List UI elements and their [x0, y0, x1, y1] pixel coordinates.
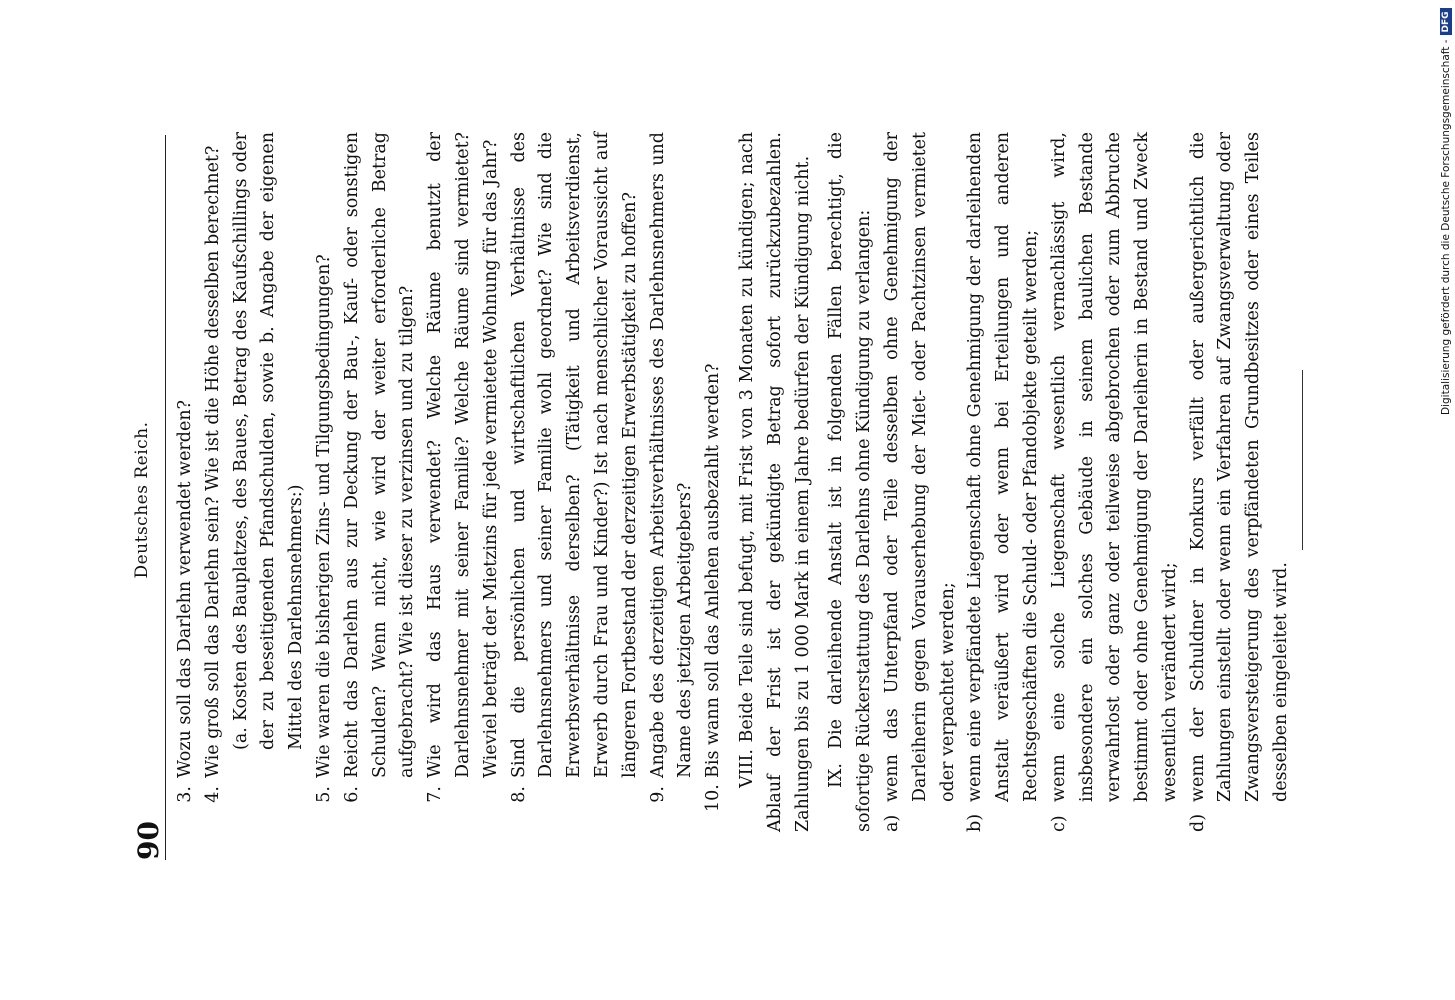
- list-item: [172, 132, 200, 812]
- dfg-logo: DFG: [1440, 8, 1452, 35]
- list-item: [422, 132, 505, 812]
- section-ix-item: [1185, 132, 1296, 832]
- section-ix-item: [962, 132, 1045, 832]
- list-item-note: [228, 132, 311, 812]
- item-number: 8.: [508, 786, 529, 803]
- item-text: Wozu soll das Darlehn verwendet werden?: [175, 399, 195, 778]
- digitization-credit: [1440, 0, 1452, 415]
- item-text: Sind die persönlichen und wirtschaftlichen Verhältnisse des Darlehnsnehmers und seiner Familie wohl geordnet? Wie sind die Erwerbsverhältnisse derselben? (Tätigkeit und Arbeitsverdienst, Erwerb durch Frau und Kinder?) Ist nach menschlicher Voraussicht auf längeren Fortbestand der derzeitigen Erwerbstätigkeit zu hoffen?: [508, 132, 640, 778]
- item-text: Wie waren die bisherigen Zins- und Tilgungsbedingungen?: [313, 254, 334, 778]
- item-text: (a. Kosten des Bauplatzes, des Baues, Betrag des Kaufschillings oder der zu beseitigenden Pfandschulden, sowie b. Angabe der eigenen Mittel des Darlehnsnehmers:): [230, 132, 307, 750]
- running-head: Deutsches Reich.: [132, 421, 152, 579]
- item-number: [228, 750, 311, 784]
- footer-rule: [1302, 370, 1303, 550]
- item-number: 7.: [425, 786, 446, 803]
- item-number: 9.: [647, 786, 668, 803]
- item-text: Bis wann soll das Anlehen ausbezahlt werden?: [703, 363, 724, 778]
- item-text: wenn der Schuldner in Konkurs verfällt oder außergerichtlich die Zahlungen einstellt oder wenn ein Verfahren auf Zwangsverwaltung oder Zwangsversteigerung des verpfändeten Grundbesitzes oder eines Teiles desselben eingeleitet wird.: [1187, 132, 1292, 802]
- section-ix-intro: IX. Die darleihende Anstalt ist in folgenden Fällen berechtigt, die sofortige Rückerstattung des Darlehns ohne Kündigung zu verlangen:: [826, 132, 875, 832]
- item-number: 10.: [703, 784, 724, 812]
- item-number: 4.: [202, 786, 223, 803]
- item-text: wenn eine solche Liegenschaft wesentlich vernachlässigt wird, insbesondere ein solches Gebäude in seinem baulichen Bestande verwahrlost oder ganz oder teilweise abgebrochen oder zum Abbruche bestimmt oder ohne Genehmigung der Darleiherin in Bestand und Zweck wesentlich verändert wird;: [1048, 132, 1180, 802]
- item-text: Angabe des derzeitigen Arbeitsverhältnisses des Darlehnsnehmers und Name des jetzigen Arbeitgebers?: [647, 132, 696, 778]
- item-text: wenn eine verpfändete Liegenschaft ohne Genehmigung der darleihenden Anstalt veräußert wird oder wenn bei Erteilungen und anderen Rechtsgeschäften die Schuld- oder Pfandobjekte geteilt werden;: [965, 132, 1041, 802]
- list-item: [311, 132, 339, 812]
- item-label: a): [881, 814, 902, 832]
- item-text: Reicht das Darlehn aus zur Deckung der Bau-, Kauf- oder sonstigen Schulden? Wenn nicht, wie wird der weiter erforderliche Betrag aufgebracht? Wie ist dieser zu verzinsen und zu tilgen?: [341, 132, 418, 778]
- list-item: [339, 132, 422, 812]
- item-text: Wie wird das Haus verwendet? Welche Räume benutzt der Darlehnsnehmer mit seiner Familie? Welche Räume sind vermietet? Wieviel beträgt der Mietzins für jede vermietete Wohnung für das Jahr?: [425, 132, 501, 778]
- list-item: [700, 132, 728, 812]
- section-ix-item: [879, 132, 962, 832]
- item-label: d): [1187, 813, 1208, 832]
- list-item: [506, 132, 645, 812]
- list-item: [645, 132, 701, 812]
- list-item: [200, 132, 228, 812]
- item-number: 6.: [341, 786, 362, 803]
- digitization-note: Digitalisierung gefördert durch die Deutsche Forschungsgemeinschaft -: [1440, 39, 1452, 415]
- page-number: 90: [132, 821, 165, 860]
- section-viii: VIII. Beide Teile sind befugt, mit Frist von 3 Monaten zu kündigen; nach Ablauf der Frist ist der gekündigte Betrag sofort zurückzubezahlen. Zahlungen bis zu 1 000 Mark in einem Jahre bedürfen der Kündigung nicht.: [736, 132, 813, 832]
- item-number: 5.: [313, 786, 334, 803]
- item-label: b): [965, 813, 986, 832]
- item-text: wenn das Unterpfand oder Teile desselben ohne Genehmigung der Darleiherin gegen Vorauserhebung der Miet- oder Pachtzinsen vermietet oder verpachtet werden;: [881, 132, 958, 802]
- section-ix-item: [1046, 132, 1185, 832]
- item-label: c): [1048, 815, 1069, 832]
- item-text: Wie groß soll das Darlehn sein? Wie ist die Höhe desselben berechnet?: [202, 145, 223, 778]
- header-rule: [165, 135, 166, 860]
- body-text: [172, 132, 1296, 832]
- item-number: 3.: [175, 786, 195, 803]
